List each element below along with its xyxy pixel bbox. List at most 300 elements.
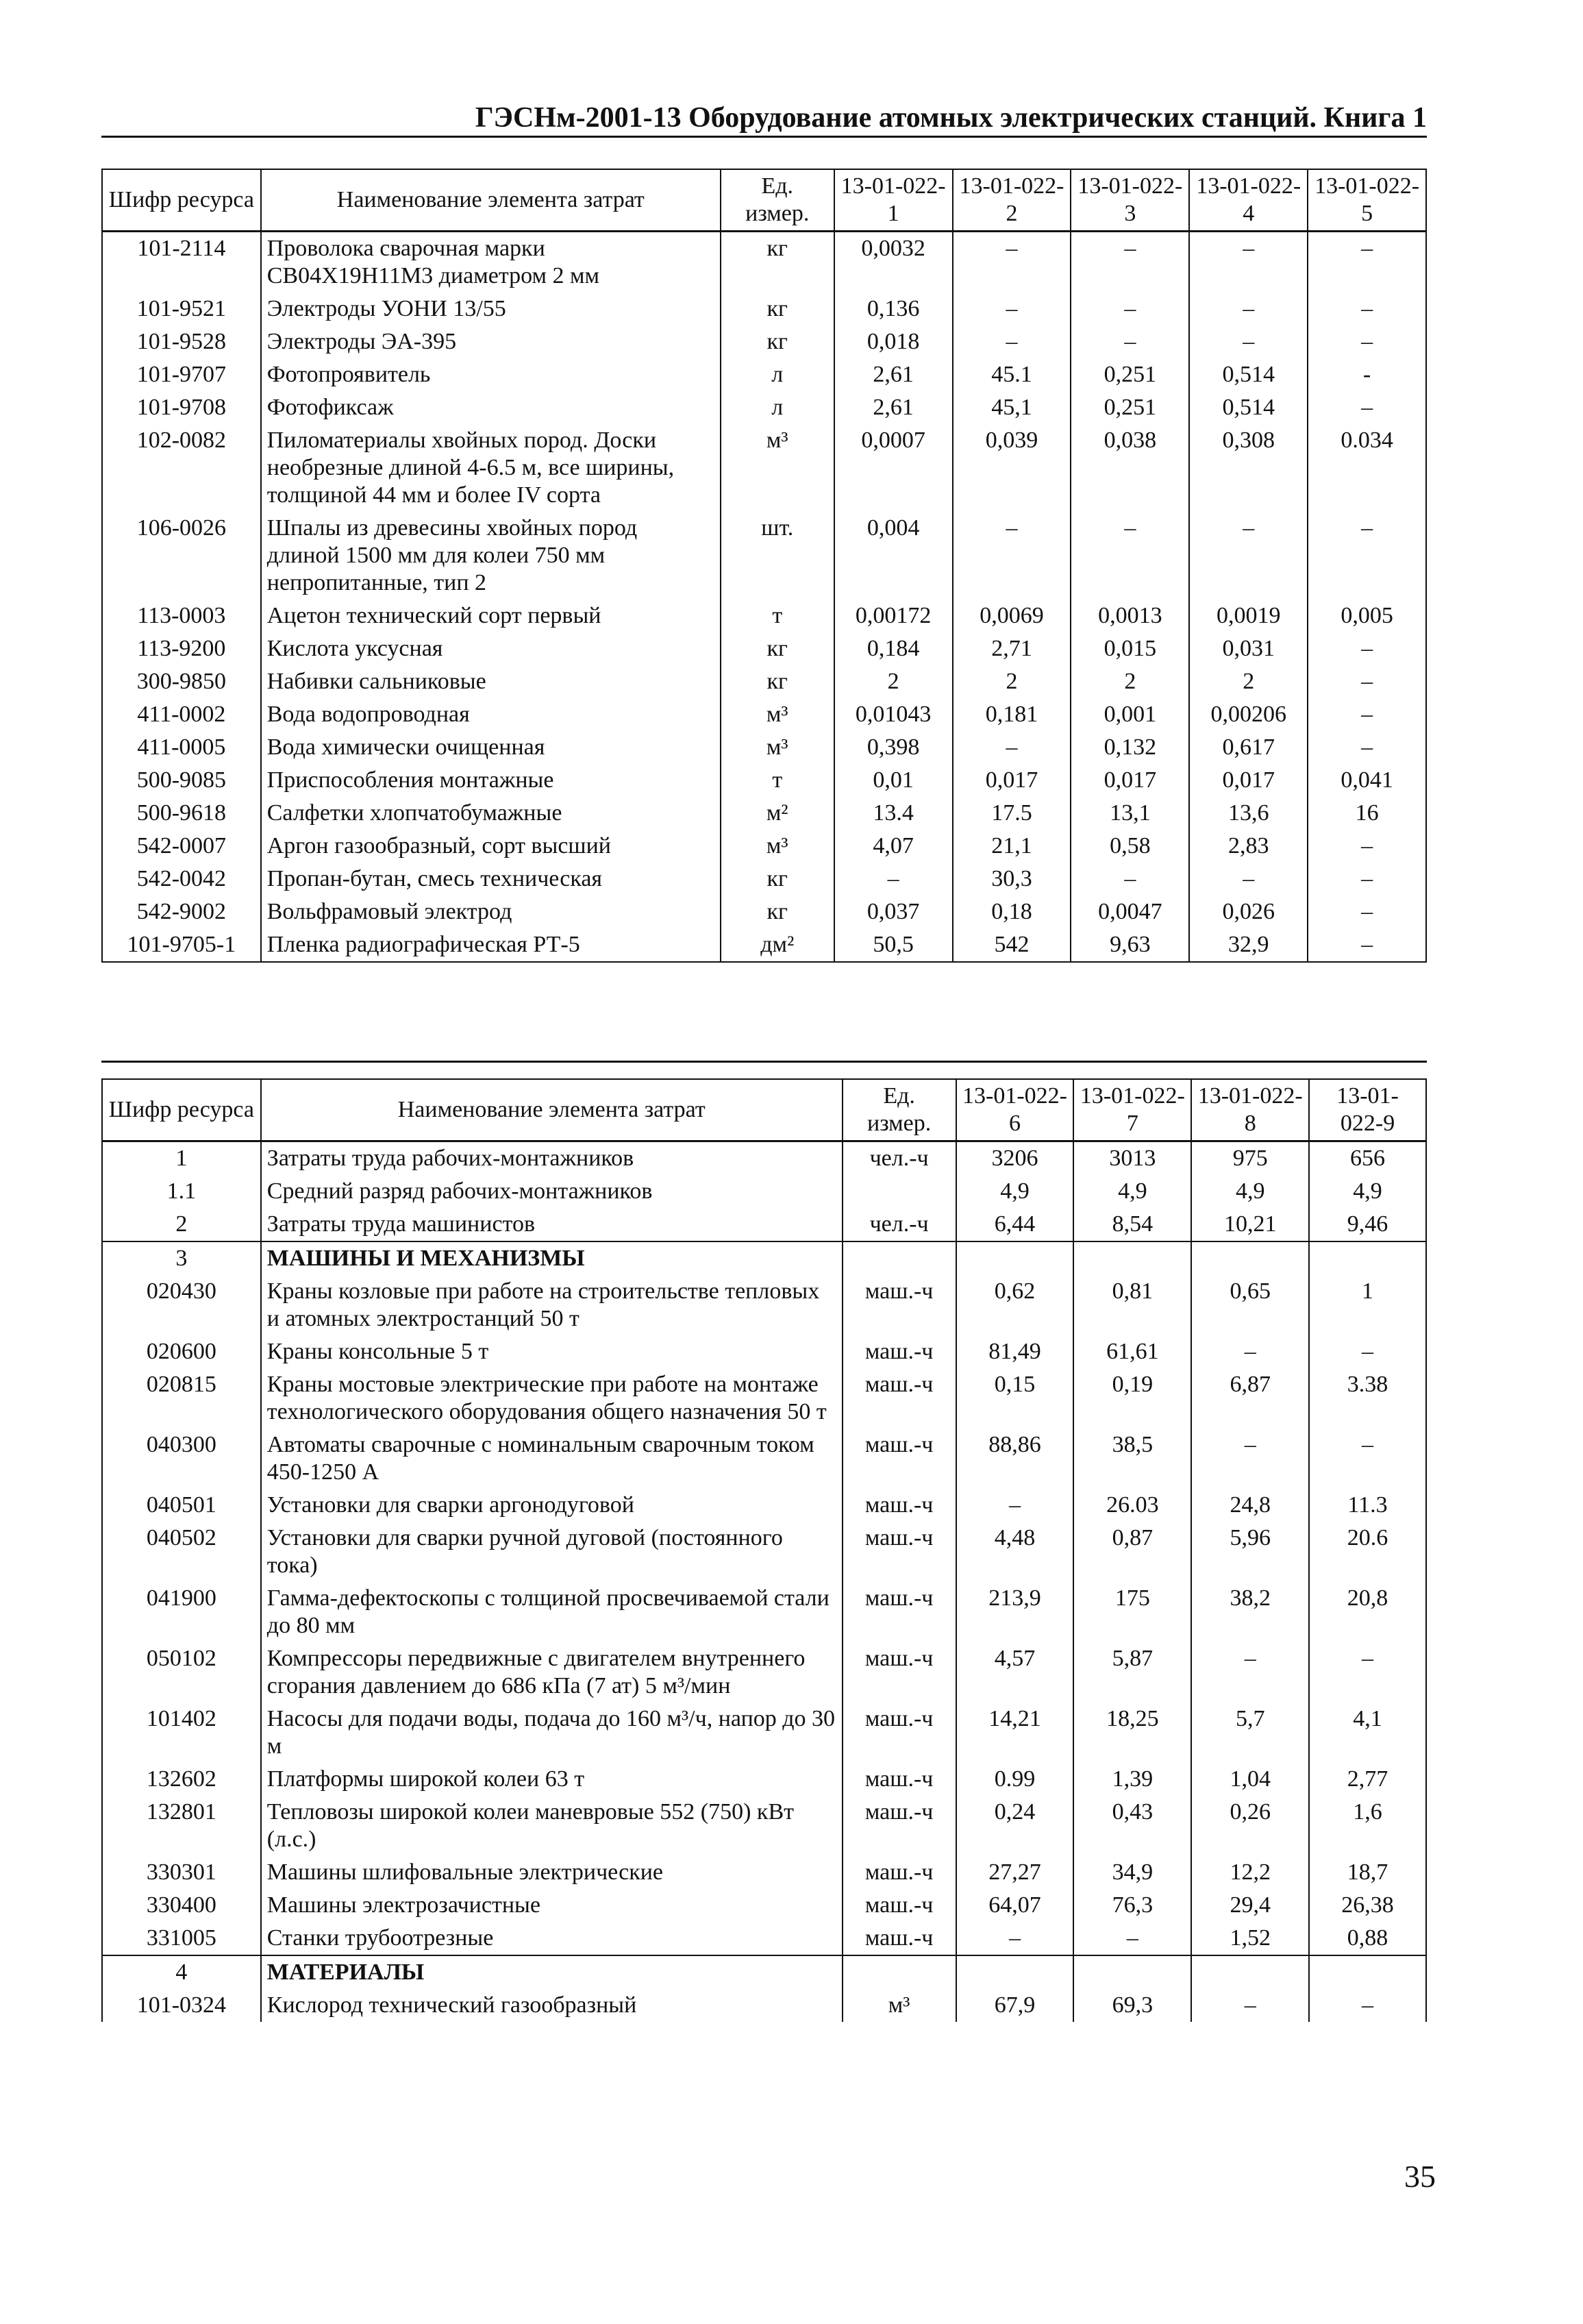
value-cell: 45.1 xyxy=(953,358,1071,391)
value-cell: 26.03 xyxy=(1073,1489,1191,1522)
table-row xyxy=(102,1368,1426,1429)
table-row xyxy=(102,232,1426,293)
table-row xyxy=(102,1642,1426,1703)
table-row xyxy=(102,1856,1426,1889)
resource-name-cell: Станки трубоотрезные xyxy=(261,1922,843,1955)
value-cell: 0,87 xyxy=(1073,1522,1191,1582)
resource-name-cell: Краны консольные 5 т xyxy=(261,1335,843,1368)
unit-cell: м² xyxy=(721,797,834,830)
column-header: 13-01-022-7 xyxy=(1073,1079,1191,1141)
value-cell: 88,86 xyxy=(956,1429,1074,1489)
unit-cell: кг xyxy=(721,325,834,358)
value-cell: 0,0032 xyxy=(834,232,953,293)
value-cell: 0,514 xyxy=(1189,358,1308,391)
resource-name-cell: Краны мостовые электрические при работе на монтаже технологического оборудования общего назначения 50 т xyxy=(261,1368,843,1429)
value-cell: 1,52 xyxy=(1191,1922,1309,1955)
table-row xyxy=(102,830,1426,863)
resource-name-cell: Автоматы сварочные с номинальным сварочным током 450-1250 А xyxy=(261,1429,843,1489)
value-cell: – xyxy=(1309,1642,1426,1703)
table-row xyxy=(102,1275,1426,1335)
unit-cell: шт. xyxy=(721,512,834,599)
value-cell: – xyxy=(1189,863,1308,895)
resource-name-cell: Шпалы из древесины хвойных пород длиной 1500 мм для колеи 750 мм непропитанные, тип 2 xyxy=(261,512,721,599)
resource-name-cell: Краны козловые при работе на строительстве тепловых и атомных электростанций 50 т xyxy=(261,1275,843,1335)
table-row xyxy=(102,1922,1426,1955)
value-cell: 0,617 xyxy=(1189,731,1308,764)
value-cell: 24,8 xyxy=(1191,1489,1309,1522)
value-cell: 18,7 xyxy=(1309,1856,1426,1889)
value-cell: 0,251 xyxy=(1071,358,1189,391)
value-cell: 0,037 xyxy=(834,895,953,928)
unit-cell: маш.-ч xyxy=(843,1642,956,1703)
unit-cell: т xyxy=(721,599,834,632)
column-header: 13-01-022-1 xyxy=(834,169,953,232)
value-cell: 13,6 xyxy=(1189,797,1308,830)
value-cell: 0,514 xyxy=(1189,391,1308,424)
value-cell: 1,6 xyxy=(1309,1796,1426,1856)
value-cell: - xyxy=(1308,358,1426,391)
table-row xyxy=(102,1703,1426,1763)
value-cell: 0,001 xyxy=(1071,698,1189,731)
page-number: 35 xyxy=(1404,2159,1436,2194)
resource-code-cell: 050102 xyxy=(102,1642,261,1703)
value-cell: 5,87 xyxy=(1073,1642,1191,1703)
value-cell: 1 xyxy=(1309,1275,1426,1335)
value-cell: 18,25 xyxy=(1073,1703,1191,1763)
table-row xyxy=(102,698,1426,731)
unit-cell: маш.-ч xyxy=(843,1368,956,1429)
table-row xyxy=(102,1889,1426,1922)
table-row xyxy=(102,1955,1426,1989)
value-cell: 0,26 xyxy=(1191,1796,1309,1856)
value-cell: 50,5 xyxy=(834,928,953,962)
value-cell: 0,017 xyxy=(1189,764,1308,797)
value-cell: – xyxy=(1071,512,1189,599)
value-cell: 0,81 xyxy=(1073,1275,1191,1335)
unit-cell: м³ xyxy=(721,830,834,863)
resource-name-cell: Проволока сварочная марки СВ04Х19Н11М3 диаметром 2 мм xyxy=(261,232,721,293)
value-cell: 20.6 xyxy=(1309,1522,1426,1582)
resource-code-cell: 3 xyxy=(102,1241,261,1275)
resource-code-cell: 040501 xyxy=(102,1489,261,1522)
table-row xyxy=(102,1335,1426,1368)
value-cell: 69,3 xyxy=(1073,1989,1191,2022)
document-header: ГЭСНм-2001-13 Оборудование атомных электрических станций. Книга 1 xyxy=(101,101,1427,138)
resource-code-cell: 113-9200 xyxy=(102,632,261,665)
value-cell: 175 xyxy=(1073,1582,1191,1642)
resource-name-cell: Тепловозы широкой колеи маневровые 552 (750) кВт (л.с.) xyxy=(261,1796,843,1856)
resource-name-cell: Фотопроявитель xyxy=(261,358,721,391)
value-cell: 38,5 xyxy=(1073,1429,1191,1489)
column-header: Ед. измер. xyxy=(721,169,834,232)
unit-cell: маш.-ч xyxy=(843,1429,956,1489)
table-row xyxy=(102,599,1426,632)
value-cell: – xyxy=(1189,512,1308,599)
value-cell: 5,7 xyxy=(1191,1703,1309,1763)
unit-cell: маш.-ч xyxy=(843,1522,956,1582)
resource-code-cell: 101-9707 xyxy=(102,358,261,391)
unit-cell: л xyxy=(721,358,834,391)
unit-cell: м³ xyxy=(721,731,834,764)
value-cell: – xyxy=(1308,391,1426,424)
value-cell: 67,9 xyxy=(956,1989,1074,2022)
value-cell: – xyxy=(953,512,1071,599)
value-cell: – xyxy=(953,293,1071,325)
resource-name-cell: Вода водопроводная xyxy=(261,698,721,731)
value-cell: 0,039 xyxy=(953,424,1071,512)
value-cell xyxy=(1073,1955,1191,1989)
value-cell: – xyxy=(1191,1335,1309,1368)
table-row xyxy=(102,1489,1426,1522)
value-cell: 81,49 xyxy=(956,1335,1074,1368)
resource-code-cell: 113-0003 xyxy=(102,599,261,632)
table-header-row xyxy=(102,1079,1426,1141)
unit-cell: маш.-ч xyxy=(843,1889,956,1922)
resource-name-cell: Приспособления монтажные xyxy=(261,764,721,797)
unit-cell xyxy=(843,1175,956,1208)
value-cell: 9,63 xyxy=(1071,928,1189,962)
value-cell: 2 xyxy=(1189,665,1308,698)
column-header: 13-01-022-9 xyxy=(1309,1079,1426,1141)
resource-code-cell: 101-2114 xyxy=(102,232,261,293)
unit-cell: маш.-ч xyxy=(843,1763,956,1796)
resource-code-cell: 542-9002 xyxy=(102,895,261,928)
value-cell: 4,9 xyxy=(1309,1175,1426,1208)
resource-code-cell: 040300 xyxy=(102,1429,261,1489)
table-row xyxy=(102,895,1426,928)
value-cell: 76,3 xyxy=(1073,1889,1191,1922)
value-cell: 0,65 xyxy=(1191,1275,1309,1335)
value-cell: – xyxy=(1308,632,1426,665)
resource-code-cell: 411-0002 xyxy=(102,698,261,731)
value-cell: – xyxy=(1308,232,1426,293)
value-cell: 61,61 xyxy=(1073,1335,1191,1368)
resource-name-cell: Салфетки хлопчатобумажные xyxy=(261,797,721,830)
value-cell: 0,132 xyxy=(1071,731,1189,764)
resource-name-cell: МАШИНЫ И МЕХАНИЗМЫ xyxy=(261,1241,843,1275)
resource-code-cell: 500-9618 xyxy=(102,797,261,830)
value-cell: 3013 xyxy=(1073,1141,1191,1176)
value-cell: – xyxy=(1308,830,1426,863)
value-cell: 0,0069 xyxy=(953,599,1071,632)
value-cell: 9,46 xyxy=(1309,1208,1426,1241)
value-cell: – xyxy=(1308,928,1426,962)
resource-name-cell: Ацетон технический сорт первый xyxy=(261,599,721,632)
value-cell: – xyxy=(1071,232,1189,293)
value-cell: – xyxy=(1189,293,1308,325)
table-row xyxy=(102,1175,1426,1208)
resource-code-cell: 102-0082 xyxy=(102,424,261,512)
value-cell: 0,15 xyxy=(956,1368,1074,1429)
value-cell: 0,017 xyxy=(1071,764,1189,797)
resource-name-cell: Электроды ЭА-395 xyxy=(261,325,721,358)
resource-code-cell: 020815 xyxy=(102,1368,261,1429)
unit-cell: кг xyxy=(721,632,834,665)
column-header: 13-01-022-2 xyxy=(953,169,1071,232)
resource-code-cell: 040502 xyxy=(102,1522,261,1582)
resource-code-cell: 411-0005 xyxy=(102,731,261,764)
unit-cell: кг xyxy=(721,665,834,698)
value-cell: – xyxy=(1309,1429,1426,1489)
resource-code-cell: 1.1 xyxy=(102,1175,261,1208)
value-cell: 2 xyxy=(834,665,953,698)
unit-cell: маш.-ч xyxy=(843,1856,956,1889)
table-row xyxy=(102,1141,1426,1176)
value-cell: 26,38 xyxy=(1309,1889,1426,1922)
table-row xyxy=(102,391,1426,424)
value-cell: 2,71 xyxy=(953,632,1071,665)
value-cell: 3.38 xyxy=(1309,1368,1426,1429)
value-cell: 2,61 xyxy=(834,358,953,391)
table-row xyxy=(102,1796,1426,1856)
column-header: Шифр ресурса xyxy=(102,169,261,232)
value-cell: 0,041 xyxy=(1308,764,1426,797)
resource-name-cell: Насосы для подачи воды, подача до 160 м³/ч, напор до 30 м xyxy=(261,1703,843,1763)
table-row xyxy=(102,731,1426,764)
value-cell: 13,1 xyxy=(1071,797,1189,830)
value-cell: – xyxy=(1309,1989,1426,2022)
value-cell: – xyxy=(1189,325,1308,358)
value-cell: 0,184 xyxy=(834,632,953,665)
resource-code-cell: 041900 xyxy=(102,1582,261,1642)
table-row xyxy=(102,632,1426,665)
value-cell xyxy=(1309,1241,1426,1275)
resource-code-cell: 132602 xyxy=(102,1763,261,1796)
table-row xyxy=(102,928,1426,962)
value-cell: 0,136 xyxy=(834,293,953,325)
value-cell: – xyxy=(956,1489,1074,1522)
table-row xyxy=(102,1208,1426,1241)
unit-cell: чел.-ч xyxy=(843,1208,956,1241)
value-cell: 1,04 xyxy=(1191,1763,1309,1796)
value-cell: – xyxy=(1308,665,1426,698)
value-cell: 12,2 xyxy=(1191,1856,1309,1889)
value-cell: 4,07 xyxy=(834,830,953,863)
value-cell: 0,398 xyxy=(834,731,953,764)
value-cell: – xyxy=(834,863,953,895)
value-cell: 14,21 xyxy=(956,1703,1074,1763)
column-header: 13-01-022-4 xyxy=(1189,169,1308,232)
table-row xyxy=(102,293,1426,325)
value-cell: 0,43 xyxy=(1073,1796,1191,1856)
unit-cell: кг xyxy=(721,863,834,895)
value-cell: – xyxy=(1308,512,1426,599)
value-cell: 29,4 xyxy=(1191,1889,1309,1922)
resource-name-cell: Набивки сальниковые xyxy=(261,665,721,698)
value-cell: 32,9 xyxy=(1189,928,1308,962)
value-cell: 45,1 xyxy=(953,391,1071,424)
value-cell: – xyxy=(1309,1335,1426,1368)
value-cell: – xyxy=(1071,863,1189,895)
value-cell: 38,2 xyxy=(1191,1582,1309,1642)
resource-name-cell: Вольфрамовый электрод xyxy=(261,895,721,928)
resource-code-cell: 500-9085 xyxy=(102,764,261,797)
value-cell: – xyxy=(1191,1429,1309,1489)
value-cell: 0,038 xyxy=(1071,424,1189,512)
table-row xyxy=(102,665,1426,698)
value-cell: 0,00172 xyxy=(834,599,953,632)
value-cell: – xyxy=(953,731,1071,764)
unit-cell: маш.-ч xyxy=(843,1582,956,1642)
resource-name-cell: Затраты труда машинистов xyxy=(261,1208,843,1241)
value-cell: 2 xyxy=(1071,665,1189,698)
value-cell: 0,251 xyxy=(1071,391,1189,424)
value-cell: – xyxy=(1189,232,1308,293)
value-cell: 0,01043 xyxy=(834,698,953,731)
resource-code-cell: 132801 xyxy=(102,1796,261,1856)
value-cell: 0.034 xyxy=(1308,424,1426,512)
value-cell: 21,1 xyxy=(953,830,1071,863)
table-row xyxy=(102,1429,1426,1489)
value-cell: 5,96 xyxy=(1191,1522,1309,1582)
resource-table-1 xyxy=(101,169,1427,963)
value-cell: 2,61 xyxy=(834,391,953,424)
resource-name-cell: Кислород технический газообразный xyxy=(261,1989,843,2022)
column-header: 13-01-022-8 xyxy=(1191,1079,1309,1141)
value-cell: 0,0007 xyxy=(834,424,953,512)
value-cell: – xyxy=(1308,731,1426,764)
value-cell: 6,87 xyxy=(1191,1368,1309,1429)
value-cell: 1,39 xyxy=(1073,1763,1191,1796)
value-cell: – xyxy=(1191,1989,1309,2022)
unit-cell: м³ xyxy=(721,698,834,731)
value-cell: 3206 xyxy=(956,1141,1074,1176)
resource-code-cell: 101-0324 xyxy=(102,1989,261,2022)
table-row xyxy=(102,797,1426,830)
value-cell: 0,58 xyxy=(1071,830,1189,863)
resource-code-cell: 101-9705-1 xyxy=(102,928,261,962)
resource-code-cell: 020430 xyxy=(102,1275,261,1335)
resource-code-cell: 330301 xyxy=(102,1856,261,1889)
value-cell: 0,18 xyxy=(953,895,1071,928)
value-cell: 2,83 xyxy=(1189,830,1308,863)
value-cell: – xyxy=(1071,293,1189,325)
column-header: Наименование элемента затрат xyxy=(261,169,721,232)
resource-code-cell: 101-9708 xyxy=(102,391,261,424)
value-cell xyxy=(956,1241,1074,1275)
value-cell: 13.4 xyxy=(834,797,953,830)
value-cell: 17.5 xyxy=(953,797,1071,830)
table-row xyxy=(102,424,1426,512)
value-cell: 4,1 xyxy=(1309,1703,1426,1763)
resource-name-cell: МАТЕРИАЛЫ xyxy=(261,1955,843,1989)
value-cell: 0,031 xyxy=(1189,632,1308,665)
value-cell: 10,21 xyxy=(1191,1208,1309,1241)
resource-code-cell: 106-0026 xyxy=(102,512,261,599)
resource-name-cell: Установки для сварки аргонодуговой xyxy=(261,1489,843,1522)
value-cell: 4,9 xyxy=(1191,1175,1309,1208)
value-cell xyxy=(1191,1955,1309,1989)
resource-code-cell: 300-9850 xyxy=(102,665,261,698)
value-cell: 30,3 xyxy=(953,863,1071,895)
resource-name-cell: Пиломатериалы хвойных пород. Доски необрезные длиной 4-6.5 м, все ширины, толщиной 44 мм и более IV сорта xyxy=(261,424,721,512)
resource-code-cell: 542-0042 xyxy=(102,863,261,895)
unit-cell: кг xyxy=(721,895,834,928)
resource-name-cell: Пропан-бутан, смесь техническая xyxy=(261,863,721,895)
value-cell: 0,88 xyxy=(1309,1922,1426,1955)
value-cell: – xyxy=(953,232,1071,293)
value-cell: 2,77 xyxy=(1309,1763,1426,1796)
resource-code-cell: 101-9528 xyxy=(102,325,261,358)
resource-code-cell: 020600 xyxy=(102,1335,261,1368)
value-cell: – xyxy=(1308,698,1426,731)
value-cell: 0,026 xyxy=(1189,895,1308,928)
unit-cell: чел.-ч xyxy=(843,1141,956,1176)
column-header: Ед. измер. xyxy=(843,1079,956,1141)
value-cell: 6,44 xyxy=(956,1208,1074,1241)
unit-cell: т xyxy=(721,764,834,797)
unit-cell: маш.-ч xyxy=(843,1922,956,1955)
resource-name-cell: Пленка радиографическая РТ-5 xyxy=(261,928,721,962)
value-cell: 0,00206 xyxy=(1189,698,1308,731)
column-header: Шифр ресурса xyxy=(102,1079,261,1141)
resource-name-cell: Аргон газообразный, сорт высший xyxy=(261,830,721,863)
resource-code-cell: 330400 xyxy=(102,1889,261,1922)
resource-name-cell: Платформы широкой колеи 63 т xyxy=(261,1763,843,1796)
value-cell: 0,0019 xyxy=(1189,599,1308,632)
table-row xyxy=(102,1582,1426,1642)
value-cell: 4,57 xyxy=(956,1642,1074,1703)
resource-name-cell: Фотофиксаж xyxy=(261,391,721,424)
unit-cell: маш.-ч xyxy=(843,1489,956,1522)
value-cell xyxy=(1191,1241,1309,1275)
column-header: Наименование элемента затрат xyxy=(261,1079,843,1141)
value-cell: 542 xyxy=(953,928,1071,962)
unit-cell xyxy=(843,1241,956,1275)
value-cell: 20,8 xyxy=(1309,1582,1426,1642)
value-cell: 0,19 xyxy=(1073,1368,1191,1429)
value-cell: 0,0013 xyxy=(1071,599,1189,632)
resource-code-cell: 101402 xyxy=(102,1703,261,1763)
value-cell xyxy=(1309,1955,1426,1989)
value-cell: – xyxy=(1073,1922,1191,1955)
table-row xyxy=(102,512,1426,599)
value-cell: – xyxy=(1308,293,1426,325)
unit-cell: маш.-ч xyxy=(843,1335,956,1368)
value-cell: 0,01 xyxy=(834,764,953,797)
value-cell: – xyxy=(1308,895,1426,928)
resource-name-cell: Средний разряд рабочих-монтажников xyxy=(261,1175,843,1208)
value-cell: 0,181 xyxy=(953,698,1071,731)
value-cell: 0,24 xyxy=(956,1796,1074,1856)
value-cell: 656 xyxy=(1309,1141,1426,1176)
resource-code-cell: 331005 xyxy=(102,1922,261,1955)
resource-code-cell: 1 xyxy=(102,1141,261,1176)
value-cell: 2 xyxy=(953,665,1071,698)
unit-cell: маш.-ч xyxy=(843,1796,956,1856)
value-cell: – xyxy=(1308,325,1426,358)
table-row xyxy=(102,1763,1426,1796)
table-header-row xyxy=(102,169,1426,232)
value-cell: 0,005 xyxy=(1308,599,1426,632)
resource-name-cell: Гамма-дефектоскопы с толщиной просвечиваемой стали до 80 мм xyxy=(261,1582,843,1642)
value-cell: – xyxy=(1191,1642,1309,1703)
resource-code-cell: 4 xyxy=(102,1955,261,1989)
value-cell: 0.99 xyxy=(956,1763,1074,1796)
table-row xyxy=(102,325,1426,358)
value-cell xyxy=(1073,1241,1191,1275)
value-cell: 0,017 xyxy=(953,764,1071,797)
value-cell: 975 xyxy=(1191,1141,1309,1176)
value-cell: 8,54 xyxy=(1073,1208,1191,1241)
unit-cell: м³ xyxy=(843,1989,956,2022)
value-cell: – xyxy=(953,325,1071,358)
table-row xyxy=(102,764,1426,797)
resource-name-cell: Машины электрозачистные xyxy=(261,1889,843,1922)
resource-name-cell: Вода химически очищенная xyxy=(261,731,721,764)
value-cell: 213,9 xyxy=(956,1582,1074,1642)
resource-name-cell: Машины шлифовальные электрические xyxy=(261,1856,843,1889)
